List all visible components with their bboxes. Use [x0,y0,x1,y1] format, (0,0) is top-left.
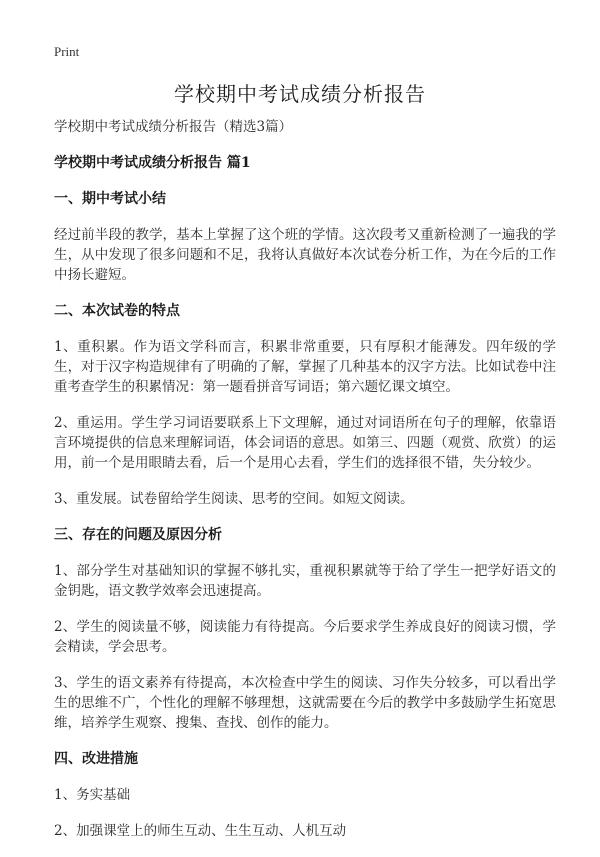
document-subtitle: 学校期中考试成绩分析报告（精选3篇） [54,119,293,135]
section-heading: 一、期中考试小结 [54,191,166,207]
paragraph: 3、学生的语文素养有待提高，本次检查中学生的阅读、习作失分较多，可以看出学生的思维不广，个性化的理解不够理想，这就需要在今后的教学中多鼓励学生拓宽思维，培养学生观察、搜集、查找、创作的能力。 [54,675,556,731]
paragraph: 2、学生的阅读量不够，阅读能力有待提高。今后要求学生养成良好的阅读习惯，学会精读，学会思考。 [54,619,556,655]
print-link[interactable]: Print [54,44,80,59]
section-summary [54,189,556,285]
paragraph: 1、重积累。作为语文学科而言，积累非常重要，只有厚积才能薄发。四年级的学生，对于汉字构造规律有了明确的了解，掌握了几种基本的汉字方法。比如试卷中注重考查学生的积累情况：第一题看拼音写词语；第六题忆课文填空。 [54,339,556,395]
section-improvements [54,749,556,841]
paragraph: 经过前半段的教学，基本上掌握了这个班的学情。这次段考又重新检测了一遍我的学生，从中发现了很多问题和不足，我将认真做好本次试卷分析工作，为在今后的工作中扬长避短。 [54,227,556,283]
article-heading: 学校期中考试成绩分析报告 篇1 [54,155,251,171]
paragraph: 1、部分学生对基础知识的掌握不够扎实，重视积累就等于给了学生一把学好语文的金钥匙，语文教学效率会迅速提高。 [54,563,556,599]
paragraph: 3、重发展。试卷留给学生阅读、思考的空间。如短文阅读。 [54,491,414,507]
document-body [54,117,556,857]
section-problems [54,525,556,733]
paragraph: 2、加强课堂上的师生互动、生生互动、人机互动 [54,823,347,839]
document-title: 学校期中考试成绩分析报告 [174,82,426,106]
paragraph: 2、重运用。学生学习词语要联系上下文理解，通过对词语所在句子的理解，依靠语言环境提供的信息来理解词语，体会词语的意思。如第三、四题（观赏、欣赏）的运用，前一个是用眼睛去看，后一个是用心去看，学生们的选择很不错，失分较少。 [54,415,556,471]
section-heading: 二、本次试卷的特点 [54,303,180,319]
section-heading: 四、改进措施 [54,751,138,767]
paragraph: 1、务实基础 [54,787,131,803]
section-features [54,301,556,509]
section-heading: 三、存在的问题及原因分析 [54,527,222,543]
